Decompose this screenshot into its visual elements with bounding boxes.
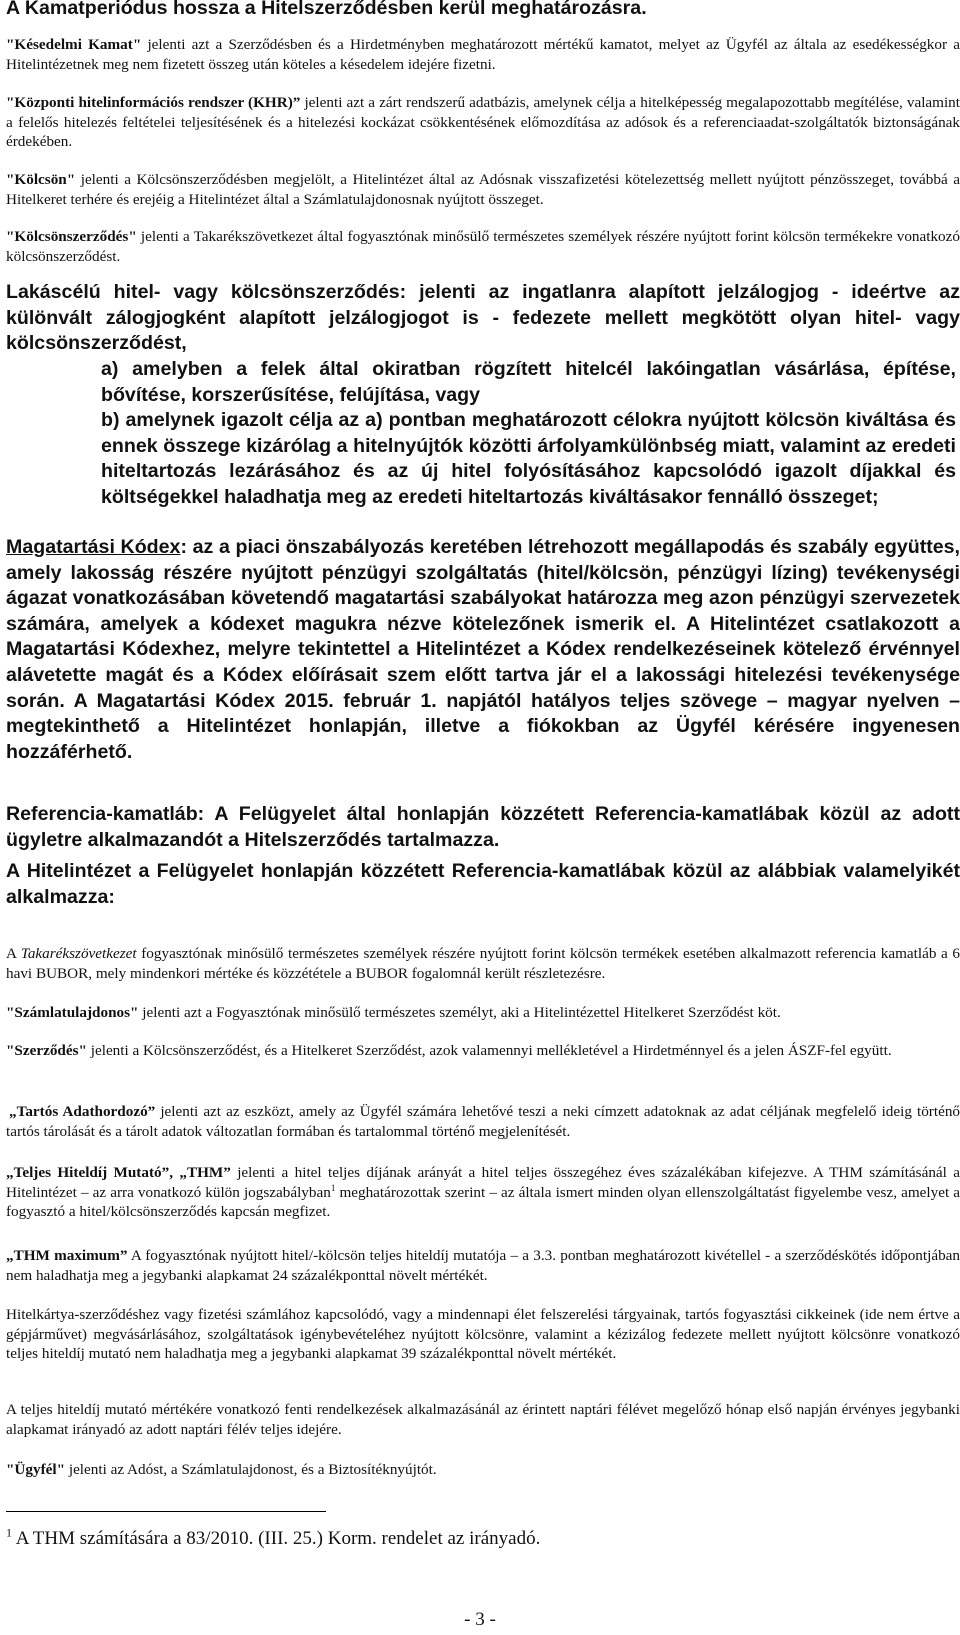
khr-definition	[6, 93, 960, 152]
takarekszovetkezet-term: Takarékszövetkezet	[20, 945, 137, 962]
kolcson-term: "Kölcsön"	[6, 171, 76, 188]
tartos-adathordozo-definition	[6, 1102, 960, 1141]
szerzodes-term: "Szerződés"	[6, 1042, 87, 1059]
kolcsonszerzodes-text: jelenti a Takarékszövetkezet által fogyasztónak minősülő természetes személyek részére nyújtott forint kölcsön termékekre vonatkozó kölcsönszerződést.	[6, 228, 960, 265]
magatartasi-kodex-term: Magatartási Kódex	[6, 536, 181, 558]
takarekszovetkezet-referencia	[6, 944, 960, 983]
hitelkartya-paragraph	[6, 1305, 960, 1364]
footnote-text: A THM számítására a 83/2010. (III. 25.) Korm. rendelet az irányadó.	[12, 1528, 541, 1549]
magatartasi-kodex-definition	[6, 535, 960, 765]
kesedelmi-kamat-term: "Késedelmi Kamat"	[6, 36, 142, 53]
magatartasi-kodex-text: : az a piaci önszabályozás keretében létrehozott megállapodás és szabály együttes, amely lakosság részére nyújtott pénzügyi szolgáltatás (hitel/kölcsön, pénzügyi lízing) tevékenységi ágazat vonatkozásában követendő magatartási szabályokat határozza meg azon pénzügyi szervezetek számára, amelyek a kódexet magukra nézve kötelezőnek ismerik el. A Hitelintézet csatlakozott a Magatartási Kódexhez, melyre tekintettel a Hitelintézet a Kódex rendelkezéseinek kötelező érvénnyel alávetette magát és a Kódex előírásait szem előtt tartva jár el a lakossági hitelezési tevékenysége során. A Magatartási Kódex 2015. február 1. napjától hatályos teljes szövege – magyar nyelven – megtekinthető a Hitelintézet honlapján, illetve a fiókokban az Ügyfél kérésére ingyenesen hozzáférhető.	[6, 536, 960, 763]
kolcsonszerzodes-definition	[6, 227, 960, 266]
szerzodes-text: jelenti a Kölcsönszerződést, és a Hitelkeret Szerződést, azok valamennyi mellékletével a Hirdetménnyel és a jelen ÁSZF-fel együtt.	[86, 1042, 892, 1059]
khr-text: jelenti azt a zárt rendszerű adatbázis, amelynek célja a hitelképesség megalapozottabb megítélése, valamint a felelős hitelezés feltételei teljesítésének és a hitelezési kockázat csökkentésének előmozdítása az adósok és a referenciaadat-szolgáltatók biztonságának érdekében.	[6, 94, 960, 150]
kolcson-text: jelenti a Kölcsönszerződésben megjelölt, a Hitelintézet által az Adósnak visszafizetési kötelezettség mellett nyújtott pénzösszeget, továbbá a Hitelkeret terhére és erejéig a Hitelintézet által a Számlatulajdonosnak nyújtott összeget.	[6, 171, 960, 208]
teljes-hiteldij-text: A teljes hiteldíj mutató mértékére vonatkozó fenti rendelkezések alkalmazásánál az érintett naptári félévet megelőző hónap első napján érvényes jegybanki alapkamat irányadó az adott naptári félév teljes idejére.	[6, 1401, 960, 1438]
page-number: - 3 -	[464, 1609, 496, 1630]
tartos-adathordozo-term: „Tartós Adathordozó”	[9, 1103, 156, 1120]
thm-text-2: meghatározottak szerint – az általa ismert minden olyan ellenszolgáltatást figyelembe vesz, amelyet a fogyasztó a hitel/kölcsönszerződés kapcsán megfizet.	[6, 1183, 960, 1220]
szamlatulajdonos-text: jelenti azt a Fogyasztónak minősülő természetes személyt, aki a Hitelintézettel Hitelkeret Szerződést köt.	[138, 1004, 781, 1021]
lakascelu-intro: Lakáscélú hitel- vagy kölcsönszerződés: jelenti az ingatlanra alapított jelzálogjog - ideértve az különvált zálogjogként alapított jelzálogjogot is - fedezete mellett megkötött olyan hitel- vagy kölcsönszerződést,	[6, 281, 960, 355]
ugyfel-term: "Ügyfél"	[6, 1461, 66, 1478]
referencia-kamatlab-definition	[6, 802, 960, 853]
ugyfel-definition	[6, 1460, 960, 1480]
footnote-number: 1	[6, 1525, 12, 1540]
lakascelu-definition	[6, 280, 960, 357]
thm-definition	[6, 1163, 960, 1222]
lakascelu-item-a	[101, 357, 956, 408]
ugyfel-text: jelenti az Adóst, a Számlatulajdonost, és a Biztosítéknyújtót.	[65, 1461, 437, 1478]
lakascelu-item-a-text: a) amelyben a felek által okiratban rögzített hitelcél lakóingatlan vásárlása, építése, bővítése, korszerűsítése, felújítása, vagy	[101, 358, 956, 406]
kamatperiodus-text: A Kamatperiódus hossza a Hitelszerződésben kerül meghatározásra.	[6, 0, 647, 19]
thm-maximum-definition	[6, 1246, 960, 1285]
thm-maximum-text: A fogyasztónak nyújtott hitel/-kölcsön teljes hiteldíj mutatója – a 3.3. pontban meghatározott kivétellel - a szerződéskötés időpontjában nem haladhatja meg a jegybanki alapkamat 24 százalékponttal növelt mértékét.	[6, 1247, 960, 1284]
kamatperiodus-line	[6, 0, 960, 22]
thm-term: „Teljes Hiteldíj Mutató”, „THM”	[6, 1164, 231, 1181]
lakascelu-item-b	[101, 408, 956, 510]
szamlatulajdonos-definition	[6, 1003, 960, 1023]
kesedelmi-kamat-text: jelenti azt a Szerződésben és a Hirdetményben meghatározott mértékű kamatot, melyet az Ügyfél az általa az esedékességkor a Hitelintézetnek meg nem fizetett összeg után köteles a késedelem idejére fizetni.	[6, 36, 960, 73]
kolcsonszerzodes-term: "Kölcsönszerződés"	[6, 228, 137, 245]
lakascelu-item-b-text: b) amelynek igazolt célja az a) pontban meghatározott célokra nyújtott kölcsön kiváltása és ennek összege kizárólag a hitelnyújtók közötti árfolyamkülönbség miatt, valamint az eredeti hiteltartozás lezárásához és az új hitel folyósításához kapcsolódó igazolt díjakkal és költségekkel haladhatja meg az eredeti hiteltartozás kiváltásakor fennálló összeget;	[101, 409, 956, 508]
takarekszovetkezet-text: fogyasztónak minősülő természetes személyek részére nyújtott forint kölcsön termékek esetében alkalmazott referencia kamatláb a 6 havi BUBOR, mely mindenkori mértéke és közzététele a BUBOR fogalomnál került részletezésre.	[6, 945, 960, 982]
kolcson-definition	[6, 170, 960, 209]
tartos-adathordozo-text: jelenti azt az eszközt, amely az Ügyfél számára lehetővé teszi a neki címzett adatoknak az adat céljának megfelelő ideig történő tartós tárolását és a tárolt adatok változatlan formában és tartalommal történő megjelenítését.	[6, 1103, 960, 1140]
hitelintezet-referencia-heading	[6, 859, 960, 910]
hitelintezet-referencia-text: A Hitelintézet a Felügyelet honlapján közzétett Referencia-kamatlábak közül az alábbiak valamelyikét alkalmazza:	[6, 860, 960, 908]
thm-text-1: jelenti a hitel teljes díjának arányát a hitel teljes összegéhez éves százalékában kifejezve. A THM számításánál a Hitelintézet – az arra vonatkozó külön jogszabályban	[6, 1164, 960, 1201]
takarek-pre: A	[6, 945, 21, 962]
kesedelmi-kamat-definition	[6, 35, 960, 74]
hitelkartya-text: Hitelkártya-szerződéshez vagy fizetési számlához kapcsolódó, vagy a mindennapi élet felszerelési tárgyainak, tartós fogyasztási cikkeinek (ide nem értve a gépjárművet) megvásárlásához, szolgáltatások igénybevételéhez nyújtott kölcsönre, valamint a kézizálog fedezete mellett nyújtott kölcsönre vonatkozó teljes hiteldíj mutató nem haladhatja meg a jegybanki alapkamat 39 százalékponttal növelt mértékét.	[6, 1306, 960, 1362]
thm-maximum-term: „THM maximum”	[6, 1247, 128, 1264]
referencia-kamatlab-text: Referencia-kamatláb: A Felügyelet által honlapján közzétett Referencia-kamatlábak közül az adott ügyletre alkalmazandót a Hitelszerződés tartalmazza.	[6, 803, 960, 851]
footnote-separator	[6, 1511, 326, 1512]
teljes-hiteldij-paragraph	[6, 1400, 960, 1439]
szerzodes-definition	[6, 1041, 960, 1061]
footnote	[6, 1527, 540, 1551]
szamlatulajdonos-term: "Számlatulajdonos"	[6, 1004, 139, 1021]
footnote-reference: 1	[330, 1182, 336, 1193]
khr-term: "Központi hitelinformációs rendszer (KHR)”	[6, 94, 301, 111]
